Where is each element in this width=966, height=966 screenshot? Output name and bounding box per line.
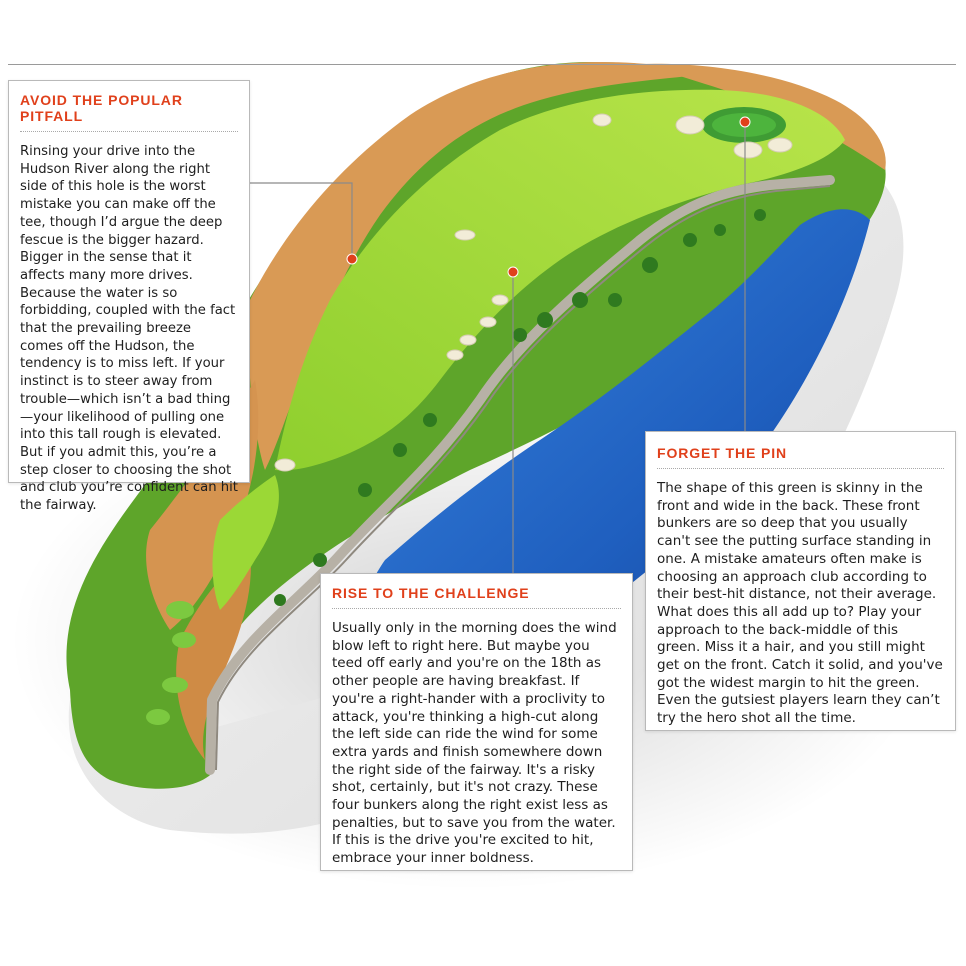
callout-forget-the-pin	[645, 431, 956, 731]
callout-title: AVOID THE POPULAR PITFALL	[20, 92, 238, 132]
callout-body: Usually only in the morning does the wind blow left to right here. But maybe you teed off early and you're on the 18th as other people are having breakfast. If you're a right-hander with a proclivity to attack, you're thinking a high-cut along the left side can ride the wind for some extra yards and finish somewhere down the right side of the fairway. It's a risky shot, certainly, but it's not crazy. These four bunkers along the right exist less as penalties, but to save you from the water. If this is the drive you're excited to hit, embrace your inner boldness.	[332, 620, 617, 867]
callout-title: FORGET THE PIN	[657, 445, 944, 469]
callout-rise-to-the-challenge	[320, 573, 633, 871]
callout-avoid-the-popular-pitfall	[8, 80, 250, 514]
top-rule	[8, 64, 956, 65]
callout-body: Rinsing your drive into the Hudson River along the right side of this hole is the worst mistake you can make off the tee, though I’d argue the deep fescue is the bigger hazard. Bigger in the sense that it affects many more drives. Because the water is so forbidding, coupled with the fact that the prevailing breeze comes off the Hudson, the tendency is to miss left. If your instinct is to steer away from trouble—which isn’t a bad thing—your likelihood of pulling one into this tall rough is elevated. But if you admit this, you’re a step closer to choosing the shot and club you’re confident can hit the fairway.	[20, 144, 238, 514]
callout-title: RISE TO THE CHALLENGE	[332, 585, 621, 609]
callout-body: The shape of this green is skinny in the front and wide in the back. These front bunkers are so deep that you usually can't see the putting surface standing in one. A mistake amateurs often make is choosing an approach club according to their best-hit distance, not their average. What does this all add up to? Play your approach to the back-middle of this green. Miss it a hair, and you still might get on the front. Catch it solid, and you've got the widest margin to hit the green. Even the gutsiest players learn they can’t try the hero shot all the time.	[657, 480, 943, 727]
